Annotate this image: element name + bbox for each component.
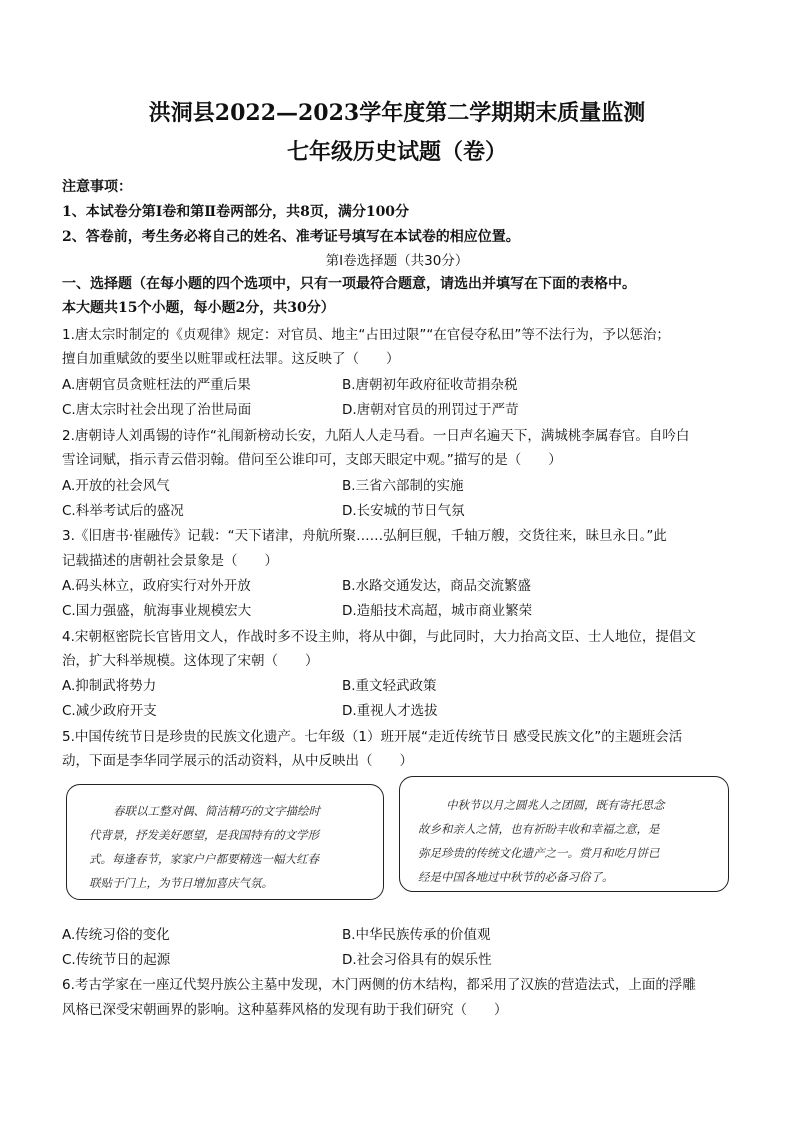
question-4-option-d: D.重视人才选拔 bbox=[342, 703, 438, 719]
question-1-option-b: B.唐朝初年政府征收苛捐杂税 bbox=[342, 377, 518, 393]
question-1-line-2: 擅自加重赋敛的要坐以赃罪或枉法罪。这反映了（ ） bbox=[62, 351, 400, 367]
exam-title: 洪洞县2022—2023学年度第二学期期末质量监测 bbox=[148, 100, 646, 126]
question-3-line-2: 记载描述的唐朝社会景象是（ ） bbox=[62, 553, 278, 569]
question-3-option-a: A.码头林立，政府实行对外开放 bbox=[62, 578, 251, 594]
question-4-option-c: C.减少政府开支 bbox=[62, 703, 157, 719]
material-box-spring-couplets bbox=[66, 784, 384, 900]
section-instruction-1: 一、选择题（在每小题的四个选项中，只有一项最符合题意，请选出并填写在下面的表格中。 bbox=[62, 276, 636, 292]
material-right-line-3: 弥足珍贵的传统文化遗产之一。赏月和吃月饼已 bbox=[418, 846, 660, 860]
material-right-line-2: 故乡和亲人之情，也有祈盼丰收和幸福之意，是 bbox=[418, 822, 660, 836]
question-2-option-b: B.三省六部制的实施 bbox=[342, 478, 464, 494]
question-5-line-2: 动，下面是李华同学展示的活动资料，从中反映出（ ） bbox=[62, 753, 413, 769]
section-instruction-2: 本大题共15个小题，每小题2分，共30分） bbox=[62, 300, 335, 316]
notice-item-2: 2、答卷前，考生务必将自己的姓名、准考证号填写在本试卷的相应位置。 bbox=[62, 229, 520, 245]
question-2-option-a: A.开放的社会风气 bbox=[62, 478, 170, 494]
question-3-line-1: 3.《旧唐书·崔融传》记载：“天下诸津，舟航所聚……弘舸巨舰，千轴万艘，交货往来，昧旦永日。”此 bbox=[62, 528, 667, 544]
question-5-option-c: C.传统节日的起源 bbox=[62, 952, 171, 968]
question-4-option-b: B.重文轻武政策 bbox=[342, 678, 437, 694]
notice-heading: 注意事项： bbox=[62, 179, 132, 195]
notice-item-1: 1、本试卷分第Ⅰ卷和第Ⅱ卷两部分，共8页，满分100分 bbox=[62, 204, 410, 220]
question-4-line-2: 治，扩大科举规模。这体现了宋朝（ ） bbox=[62, 653, 319, 669]
section-title: 第Ⅰ卷选择题（共30分） bbox=[325, 253, 469, 269]
exam-subtitle: 七年级历史试题（卷） bbox=[286, 139, 507, 165]
question-3-option-b: B.水路交通发达，商品交流繁盛 bbox=[342, 578, 532, 594]
question-2-option-c: C.科举考试后的盛况 bbox=[62, 503, 184, 519]
material-left-line-4: 联贴于门上，为节日增加喜庆气氛。 bbox=[89, 876, 273, 890]
question-1-line-1: 1.唐太宗时制定的《贞观律》规定：对官员、地主“占田过限”“在官侵夺私田”等不法行为，予以惩治； bbox=[62, 327, 670, 343]
material-box-mid-autumn bbox=[399, 776, 729, 892]
question-1-option-a: A.唐朝官员贪赃枉法的严重后果 bbox=[62, 377, 251, 393]
question-4-line-1: 4.宋朝枢密院长官皆用文人，作战时多不设主帅，将从中御，与此同时，大力抬高文臣、士人地位，提倡文 bbox=[62, 629, 696, 645]
question-6-line-1: 6.考古学家在一座辽代契丹族公主墓中发现，木门两侧的仿木结构，都采用了汉族的营造法式，上面的浮雕 bbox=[62, 977, 696, 993]
question-6-line-2: 风格已深受宋朝画界的影响。这种墓葬风格的发现有助于我们研究（ ） bbox=[62, 1002, 508, 1018]
material-left-line-1: 春联以工整对偶、简洁精巧的文字描绘时 bbox=[113, 804, 320, 818]
material-left-line-3: 式。每逢春节，家家户户都要精选一幅大红春 bbox=[89, 852, 319, 866]
question-3-option-d: D.造船技术高超，城市商业繁荣 bbox=[342, 603, 533, 619]
question-1-option-c: C.唐太宗时社会出现了治世局面 bbox=[62, 402, 252, 418]
question-3-option-c: C.国力强盛，航海事业规模宏大 bbox=[62, 603, 252, 619]
question-5-line-1: 5.中国传统节日是珍贵的民族文化遗产。七年级（1）班开展“走近传统节日 感受民族文化”的主题班会活 bbox=[62, 729, 683, 745]
question-2-line-1: 2.唐朝诗人刘禹锡的诗作“礼闱新榜动长安，九陌人人走马看。一日声名遍天下，满城桃李属春官。自吟白 bbox=[62, 428, 690, 444]
question-5-option-a: A.传统习俗的变化 bbox=[62, 927, 170, 943]
question-5-option-d: D.社会习俗具有的娱乐性 bbox=[342, 952, 492, 968]
material-left-line-2: 代背景，抒发美好愿望，是我国特有的文学形 bbox=[89, 828, 319, 842]
material-right-line-4: 经是中国各地过中秋节的必备习俗了。 bbox=[418, 870, 614, 884]
material-right-line-1: 中秋节以月之圆兆人之团圆，既有寄托思念 bbox=[446, 798, 665, 812]
question-1-option-d: D.唐朝对官员的刑罚过于严苛 bbox=[342, 402, 519, 418]
question-2-option-d: D.长安城的节日气氛 bbox=[342, 503, 465, 519]
question-4-option-a: A.抑制武将势力 bbox=[62, 678, 157, 694]
question-5-option-b: B.中华民族传承的价值观 bbox=[342, 927, 491, 943]
question-2-line-2: 雪诠词赋，指示青云借羽翰。借问至公谁印可，支郎天眼定中观。”描写的是（ ） bbox=[62, 452, 562, 468]
